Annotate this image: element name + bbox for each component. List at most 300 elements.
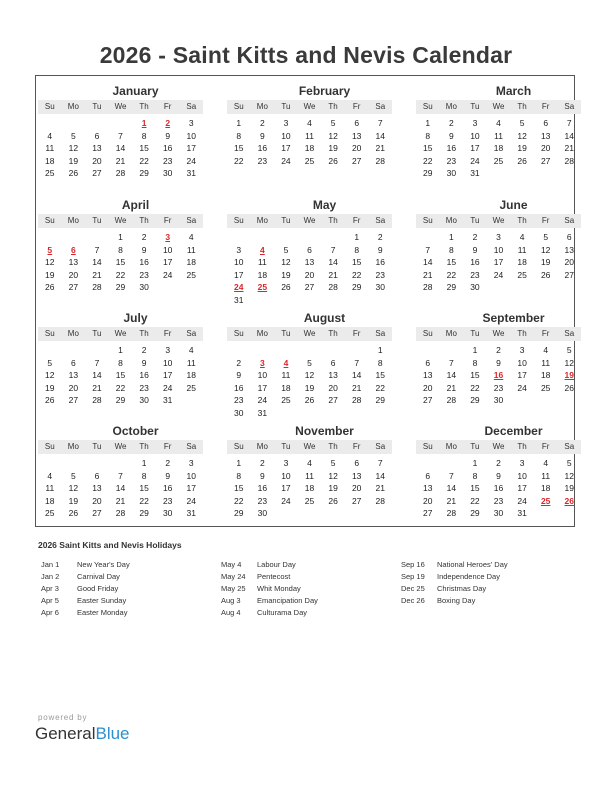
day-cell[interactable]: 29 <box>446 282 457 293</box>
day-cell[interactable]: 18 <box>540 483 551 494</box>
day-cell[interactable]: 3 <box>165 232 171 242</box>
day-cell[interactable]: 30 <box>257 508 268 519</box>
day-cell[interactable]: 5 <box>566 458 572 468</box>
day-cell[interactable]: 2 <box>165 118 171 128</box>
day-cell[interactable]: 30 <box>493 508 504 519</box>
day-cell[interactable]: 16 <box>162 483 173 494</box>
day-cell[interactable]: 19 <box>304 382 315 393</box>
day-cell[interactable]: 1 <box>377 345 383 355</box>
day-cell[interactable]: 9 <box>141 244 147 255</box>
day-cell[interactable]: 12 <box>281 257 291 268</box>
day-cell[interactable]: 25 <box>186 382 196 393</box>
day-cell[interactable]: 17 <box>470 143 480 154</box>
day-cell[interactable]: 24 <box>257 395 268 406</box>
day-cell[interactable]: 25 <box>493 155 504 166</box>
day-cell[interactable]: 28 <box>446 508 457 519</box>
day-cell[interactable]: 29 <box>375 395 385 406</box>
day-cell[interactable]: 28 <box>564 155 574 166</box>
day-cell[interactable]: 8 <box>118 357 123 368</box>
day-cell[interactable]: 19 <box>328 143 338 154</box>
day-cell[interactable]: 2 <box>377 232 383 242</box>
day-cell[interactable]: 8 <box>118 244 123 255</box>
day-cell[interactable]: 21 <box>92 382 102 393</box>
day-cell[interactable]: 10 <box>517 470 527 481</box>
day-cell[interactable]: 27 <box>351 155 362 166</box>
day-cell[interactable]: 26 <box>328 155 338 166</box>
day-cell[interactable]: 28 <box>115 168 126 179</box>
day-cell[interactable]: 4 <box>260 244 265 255</box>
day-cell[interactable]: 20 <box>304 269 315 280</box>
day-cell[interactable]: 9 <box>377 244 383 255</box>
day-cell[interactable]: 15 <box>115 370 126 381</box>
day-cell[interactable]: 1 <box>472 458 478 468</box>
day-cell[interactable]: 26 <box>540 269 551 280</box>
day-cell[interactable]: 31 <box>257 407 268 418</box>
day-cell[interactable]: 25 <box>540 495 551 506</box>
day-cell[interactable]: 14 <box>115 483 126 494</box>
day-cell[interactable]: 27 <box>328 395 338 406</box>
day-cell[interactable]: 8 <box>236 130 242 141</box>
day-cell[interactable]: 25 <box>304 495 315 506</box>
day-cell[interactable]: 10 <box>257 370 268 381</box>
day-cell[interactable]: 13 <box>92 483 102 494</box>
day-cell[interactable]: 13 <box>351 470 362 481</box>
day-cell[interactable]: 21 <box>375 143 385 154</box>
day-cell[interactable]: 13 <box>328 370 338 381</box>
day-cell[interactable]: 29 <box>470 508 480 519</box>
day-cell[interactable]: 31 <box>162 395 173 406</box>
day-cell[interactable]: 18 <box>517 257 527 268</box>
day-cell[interactable]: 10 <box>281 130 291 141</box>
day-cell[interactable]: 10 <box>162 244 173 255</box>
day-cell[interactable]: 20 <box>92 495 102 506</box>
day-cell[interactable]: 9 <box>165 130 171 141</box>
day-cell[interactable]: 20 <box>351 483 362 494</box>
day-cell[interactable]: 20 <box>68 269 79 280</box>
day-cell[interactable]: 26 <box>68 168 79 179</box>
day-cell[interactable]: 19 <box>68 155 79 166</box>
day-cell[interactable]: 30 <box>234 407 244 418</box>
day-cell[interactable]: 20 <box>423 382 433 393</box>
day-cell[interactable]: 12 <box>45 370 55 381</box>
day-cell[interactable]: 18 <box>493 143 504 154</box>
day-cell[interactable]: 27 <box>423 508 433 519</box>
day-cell[interactable]: 31 <box>470 168 480 179</box>
day-cell[interactable]: 5 <box>71 130 76 141</box>
day-cell[interactable]: 31 <box>186 168 196 179</box>
day-cell[interactable]: 10 <box>517 357 527 368</box>
day-cell[interactable]: 16 <box>234 382 244 393</box>
day-cell[interactable]: 4 <box>283 357 289 368</box>
day-cell[interactable]: 2 <box>260 118 265 128</box>
day-cell[interactable]: 7 <box>118 470 123 481</box>
day-cell[interactable]: 3 <box>519 345 525 355</box>
day-cell[interactable]: 11 <box>305 130 314 141</box>
day-cell[interactable]: 8 <box>472 357 478 368</box>
day-cell[interactable]: 5 <box>330 118 336 128</box>
day-cell[interactable]: 4 <box>307 458 312 468</box>
day-cell[interactable]: 4 <box>188 232 194 242</box>
day-cell[interactable]: 10 <box>493 244 504 255</box>
day-cell[interactable]: 18 <box>304 143 315 154</box>
day-cell[interactable]: 18 <box>257 269 268 280</box>
day-cell[interactable]: 11 <box>494 130 503 141</box>
day-cell[interactable]: 20 <box>540 143 551 154</box>
day-cell[interactable]: 13 <box>540 130 551 141</box>
day-cell[interactable]: 27 <box>564 269 574 280</box>
day-cell[interactable]: 5 <box>330 458 336 468</box>
day-cell[interactable]: 15 <box>375 370 385 381</box>
day-cell[interactable]: 16 <box>139 257 149 268</box>
day-cell[interactable]: 1 <box>449 232 454 242</box>
day-cell[interactable]: 26 <box>564 495 574 506</box>
day-cell[interactable]: 14 <box>92 257 102 268</box>
day-cell[interactable]: 25 <box>304 155 315 166</box>
day-cell[interactable]: 16 <box>375 257 385 268</box>
day-cell[interactable]: 27 <box>68 282 79 293</box>
day-cell[interactable]: 17 <box>186 483 196 494</box>
day-cell[interactable]: 11 <box>186 244 196 255</box>
day-cell[interactable]: 10 <box>281 470 291 481</box>
day-cell[interactable]: 1 <box>472 345 478 355</box>
day-cell[interactable]: 16 <box>493 370 504 381</box>
day-cell[interactable]: 21 <box>564 143 574 154</box>
day-cell[interactable]: 17 <box>493 257 504 268</box>
day-cell[interactable]: 13 <box>92 143 102 154</box>
day-cell[interactable]: 18 <box>304 483 315 494</box>
day-cell[interactable]: 14 <box>564 130 574 141</box>
day-cell[interactable]: 12 <box>45 257 55 268</box>
day-cell[interactable]: 27 <box>92 168 102 179</box>
day-cell[interactable]: 27 <box>540 155 551 166</box>
day-cell[interactable]: 10 <box>186 130 196 141</box>
day-cell[interactable]: 18 <box>186 257 196 268</box>
day-cell[interactable]: 21 <box>446 495 457 506</box>
day-cell[interactable]: 6 <box>425 470 431 481</box>
day-cell[interactable]: 20 <box>328 382 338 393</box>
day-cell[interactable]: 26 <box>281 282 291 293</box>
day-cell[interactable]: 24 <box>281 495 291 506</box>
day-cell[interactable]: 2 <box>449 118 454 128</box>
day-cell[interactable]: 22 <box>470 495 480 506</box>
day-cell[interactable]: 22 <box>115 382 126 393</box>
day-cell[interactable]: 24 <box>517 382 527 393</box>
day-cell[interactable]: 23 <box>493 495 504 506</box>
day-cell[interactable]: 1 <box>118 345 123 355</box>
day-cell[interactable]: 20 <box>564 257 574 268</box>
day-cell[interactable]: 2 <box>236 357 242 368</box>
day-cell[interactable]: 16 <box>162 143 173 154</box>
day-cell[interactable]: 6 <box>425 357 431 368</box>
day-cell[interactable]: 24 <box>186 155 196 166</box>
day-cell[interactable]: 25 <box>540 382 551 393</box>
day-cell[interactable]: 11 <box>517 244 527 255</box>
day-cell[interactable]: 1 <box>425 118 431 128</box>
day-cell[interactable]: 3 <box>188 458 194 468</box>
day-cell[interactable]: 25 <box>517 269 527 280</box>
day-cell[interactable]: 15 <box>139 483 149 494</box>
day-cell[interactable]: 23 <box>470 269 480 280</box>
day-cell[interactable]: 7 <box>449 470 454 481</box>
day-cell[interactable]: 14 <box>328 257 338 268</box>
day-cell[interactable]: 13 <box>68 257 79 268</box>
day-cell[interactable]: 3 <box>283 118 289 128</box>
day-cell[interactable]: 19 <box>564 370 574 381</box>
day-cell[interactable]: 11 <box>45 483 55 494</box>
day-cell[interactable]: 12 <box>517 130 527 141</box>
day-cell[interactable]: 17 <box>162 370 173 381</box>
day-cell[interactable]: 2 <box>472 232 478 242</box>
day-cell[interactable]: 9 <box>165 470 171 481</box>
day-cell[interactable]: 6 <box>71 244 76 255</box>
day-cell[interactable]: 14 <box>351 370 362 381</box>
day-cell[interactable]: 2 <box>165 458 171 468</box>
day-cell[interactable]: 4 <box>47 130 53 141</box>
day-cell[interactable]: 17 <box>234 269 244 280</box>
day-cell[interactable]: 15 <box>423 143 433 154</box>
day-cell[interactable]: 22 <box>446 269 457 280</box>
day-cell[interactable]: 13 <box>564 244 574 255</box>
day-cell[interactable]: 11 <box>45 143 55 154</box>
day-cell[interactable]: 12 <box>328 470 338 481</box>
day-cell[interactable]: 21 <box>351 382 362 393</box>
day-cell[interactable]: 9 <box>496 357 501 368</box>
day-cell[interactable]: 19 <box>517 143 527 154</box>
day-cell[interactable]: 16 <box>470 257 480 268</box>
generalblue-logo[interactable] <box>35 724 130 744</box>
day-cell[interactable]: 21 <box>446 382 457 393</box>
day-cell[interactable]: 13 <box>423 370 433 381</box>
day-cell[interactable]: 2 <box>496 345 501 355</box>
day-cell[interactable]: 10 <box>186 470 196 481</box>
day-cell[interactable]: 31 <box>234 294 244 305</box>
day-cell[interactable]: 6 <box>94 130 100 141</box>
day-cell[interactable]: 27 <box>351 495 362 506</box>
day-cell[interactable]: 28 <box>92 282 102 293</box>
day-cell[interactable]: 2 <box>141 345 147 355</box>
day-cell[interactable]: 5 <box>71 470 76 481</box>
day-cell[interactable]: 12 <box>68 143 79 154</box>
day-cell[interactable]: 27 <box>92 508 102 519</box>
day-cell[interactable]: 17 <box>517 370 527 381</box>
day-cell[interactable]: 27 <box>68 395 79 406</box>
day-cell[interactable]: 4 <box>496 118 501 128</box>
day-cell[interactable]: 9 <box>260 130 265 141</box>
day-cell[interactable]: 17 <box>281 143 291 154</box>
day-cell[interactable]: 7 <box>566 118 572 128</box>
day-cell[interactable]: 21 <box>115 155 126 166</box>
day-cell[interactable]: 8 <box>141 130 147 141</box>
day-cell[interactable]: 11 <box>541 357 551 368</box>
day-cell[interactable]: 19 <box>45 382 55 393</box>
day-cell[interactable]: 1 <box>236 118 242 128</box>
day-cell[interactable]: 7 <box>354 357 360 368</box>
day-cell[interactable]: 15 <box>446 257 457 268</box>
day-cell[interactable]: 16 <box>257 483 268 494</box>
day-cell[interactable]: 28 <box>351 395 362 406</box>
day-cell[interactable]: 13 <box>68 370 79 381</box>
day-cell[interactable]: 20 <box>92 155 102 166</box>
day-cell[interactable]: 14 <box>446 370 457 381</box>
day-cell[interactable]: 8 <box>472 470 478 481</box>
day-cell[interactable]: 6 <box>354 118 360 128</box>
day-cell[interactable]: 30 <box>162 168 173 179</box>
day-cell[interactable]: 1 <box>141 458 147 468</box>
day-cell[interactable]: 16 <box>257 143 268 154</box>
day-cell[interactable]: 28 <box>328 282 338 293</box>
day-cell[interactable]: 12 <box>564 470 574 481</box>
day-cell[interactable]: 6 <box>354 458 360 468</box>
day-cell[interactable]: 23 <box>139 269 149 280</box>
day-cell[interactable]: 22 <box>115 269 126 280</box>
day-cell[interactable]: 3 <box>260 357 265 368</box>
day-cell[interactable]: 22 <box>234 495 244 506</box>
day-cell[interactable]: 7 <box>425 244 431 255</box>
day-cell[interactable]: 24 <box>517 495 527 506</box>
day-cell[interactable]: 13 <box>304 257 315 268</box>
day-cell[interactable]: 26 <box>517 155 527 166</box>
day-cell[interactable]: 15 <box>115 257 126 268</box>
day-cell[interactable]: 28 <box>92 395 102 406</box>
day-cell[interactable]: 23 <box>257 495 268 506</box>
day-cell[interactable]: 29 <box>139 508 149 519</box>
day-cell[interactable]: 26 <box>564 382 574 393</box>
day-cell[interactable]: 14 <box>92 370 102 381</box>
day-cell[interactable]: 14 <box>115 143 126 154</box>
day-cell[interactable]: 12 <box>540 244 551 255</box>
day-cell[interactable]: 12 <box>68 483 79 494</box>
day-cell[interactable]: 31 <box>517 508 527 519</box>
day-cell[interactable]: 13 <box>423 483 433 494</box>
day-cell[interactable]: 23 <box>234 395 244 406</box>
day-cell[interactable]: 7 <box>94 244 100 255</box>
day-cell[interactable]: 28 <box>446 395 457 406</box>
day-cell[interactable]: 1 <box>141 118 147 128</box>
day-cell[interactable]: 29 <box>115 282 126 293</box>
day-cell[interactable]: 4 <box>47 470 53 481</box>
day-cell[interactable]: 5 <box>47 244 53 255</box>
day-cell[interactable]: 6 <box>71 357 76 368</box>
day-cell[interactable]: 6 <box>330 357 336 368</box>
day-cell[interactable]: 18 <box>186 370 196 381</box>
day-cell[interactable]: 26 <box>328 495 338 506</box>
day-cell[interactable]: 25 <box>186 269 196 280</box>
day-cell[interactable]: 26 <box>68 508 79 519</box>
day-cell[interactable]: 25 <box>45 168 55 179</box>
day-cell[interactable]: 1 <box>118 232 123 242</box>
day-cell[interactable]: 4 <box>519 232 525 242</box>
day-cell[interactable]: 29 <box>470 395 480 406</box>
day-cell[interactable]: 10 <box>162 357 173 368</box>
day-cell[interactable]: 19 <box>540 257 551 268</box>
day-cell[interactable]: 2 <box>260 458 265 468</box>
day-cell[interactable]: 26 <box>304 395 315 406</box>
day-cell[interactable]: 2 <box>141 232 147 242</box>
day-cell[interactable]: 4 <box>307 118 312 128</box>
day-cell[interactable]: 8 <box>449 244 454 255</box>
day-cell[interactable]: 11 <box>186 357 196 368</box>
day-cell[interactable]: 15 <box>139 143 149 154</box>
day-cell[interactable]: 10 <box>234 257 244 268</box>
day-cell[interactable]: 23 <box>257 155 268 166</box>
day-cell[interactable]: 17 <box>517 483 527 494</box>
day-cell[interactable]: 17 <box>281 483 291 494</box>
day-cell[interactable]: 25 <box>257 282 268 293</box>
day-cell[interactable]: 12 <box>304 370 315 381</box>
day-cell[interactable]: 24 <box>162 382 173 393</box>
day-cell[interactable]: 3 <box>236 244 242 255</box>
day-cell[interactable]: 23 <box>446 155 457 166</box>
day-cell[interactable]: 11 <box>281 370 291 381</box>
day-cell[interactable]: 19 <box>281 269 291 280</box>
day-cell[interactable]: 22 <box>139 155 149 166</box>
day-cell[interactable]: 29 <box>139 168 149 179</box>
day-cell[interactable]: 18 <box>281 382 291 393</box>
day-cell[interactable]: 7 <box>377 118 383 128</box>
day-cell[interactable]: 16 <box>446 143 457 154</box>
day-cell[interactable]: 19 <box>564 483 574 494</box>
day-cell[interactable]: 30 <box>139 395 149 406</box>
day-cell[interactable]: 19 <box>68 495 79 506</box>
day-cell[interactable]: 22 <box>139 495 149 506</box>
day-cell[interactable]: 8 <box>425 130 431 141</box>
day-cell[interactable]: 7 <box>377 458 383 468</box>
day-cell[interactable]: 5 <box>47 357 53 368</box>
day-cell[interactable]: 23 <box>139 382 149 393</box>
day-cell[interactable]: 11 <box>305 470 314 481</box>
day-cell[interactable]: 9 <box>260 470 265 481</box>
day-cell[interactable]: 23 <box>162 495 173 506</box>
day-cell[interactable]: 15 <box>470 370 480 381</box>
day-cell[interactable]: 6 <box>543 118 549 128</box>
day-cell[interactable]: 14 <box>423 257 433 268</box>
day-cell[interactable]: 19 <box>45 269 55 280</box>
day-cell[interactable]: 8 <box>354 244 360 255</box>
day-cell[interactable]: 8 <box>236 470 242 481</box>
day-cell[interactable]: 19 <box>328 483 338 494</box>
day-cell[interactable]: 9 <box>496 470 501 481</box>
day-cell[interactable]: 4 <box>543 345 549 355</box>
day-cell[interactable]: 29 <box>351 282 362 293</box>
day-cell[interactable]: 12 <box>564 357 574 368</box>
day-cell[interactable]: 22 <box>234 155 244 166</box>
day-cell[interactable]: 30 <box>162 508 173 519</box>
day-cell[interactable]: 21 <box>375 483 385 494</box>
day-cell[interactable]: 14 <box>446 483 457 494</box>
day-cell[interactable]: 18 <box>45 155 55 166</box>
day-cell[interactable]: 24 <box>470 155 480 166</box>
day-cell[interactable]: 5 <box>543 232 549 242</box>
day-cell[interactable]: 5 <box>566 345 572 355</box>
day-cell[interactable]: 27 <box>423 395 433 406</box>
day-cell[interactable]: 7 <box>118 130 123 141</box>
day-cell[interactable]: 15 <box>351 257 362 268</box>
day-cell[interactable]: 20 <box>68 382 79 393</box>
day-cell[interactable]: 27 <box>304 282 315 293</box>
day-cell[interactable]: 9 <box>141 357 147 368</box>
day-cell[interactable]: 23 <box>162 155 173 166</box>
day-cell[interactable]: 2 <box>496 458 501 468</box>
day-cell[interactable]: 17 <box>257 382 268 393</box>
day-cell[interactable]: 28 <box>375 495 385 506</box>
day-cell[interactable]: 24 <box>281 155 291 166</box>
day-cell[interactable]: 24 <box>493 269 504 280</box>
day-cell[interactable]: 23 <box>375 269 385 280</box>
day-cell[interactable]: 3 <box>283 458 289 468</box>
day-cell[interactable]: 8 <box>141 470 147 481</box>
day-cell[interactable]: 1 <box>236 458 242 468</box>
day-cell[interactable]: 28 <box>423 282 433 293</box>
